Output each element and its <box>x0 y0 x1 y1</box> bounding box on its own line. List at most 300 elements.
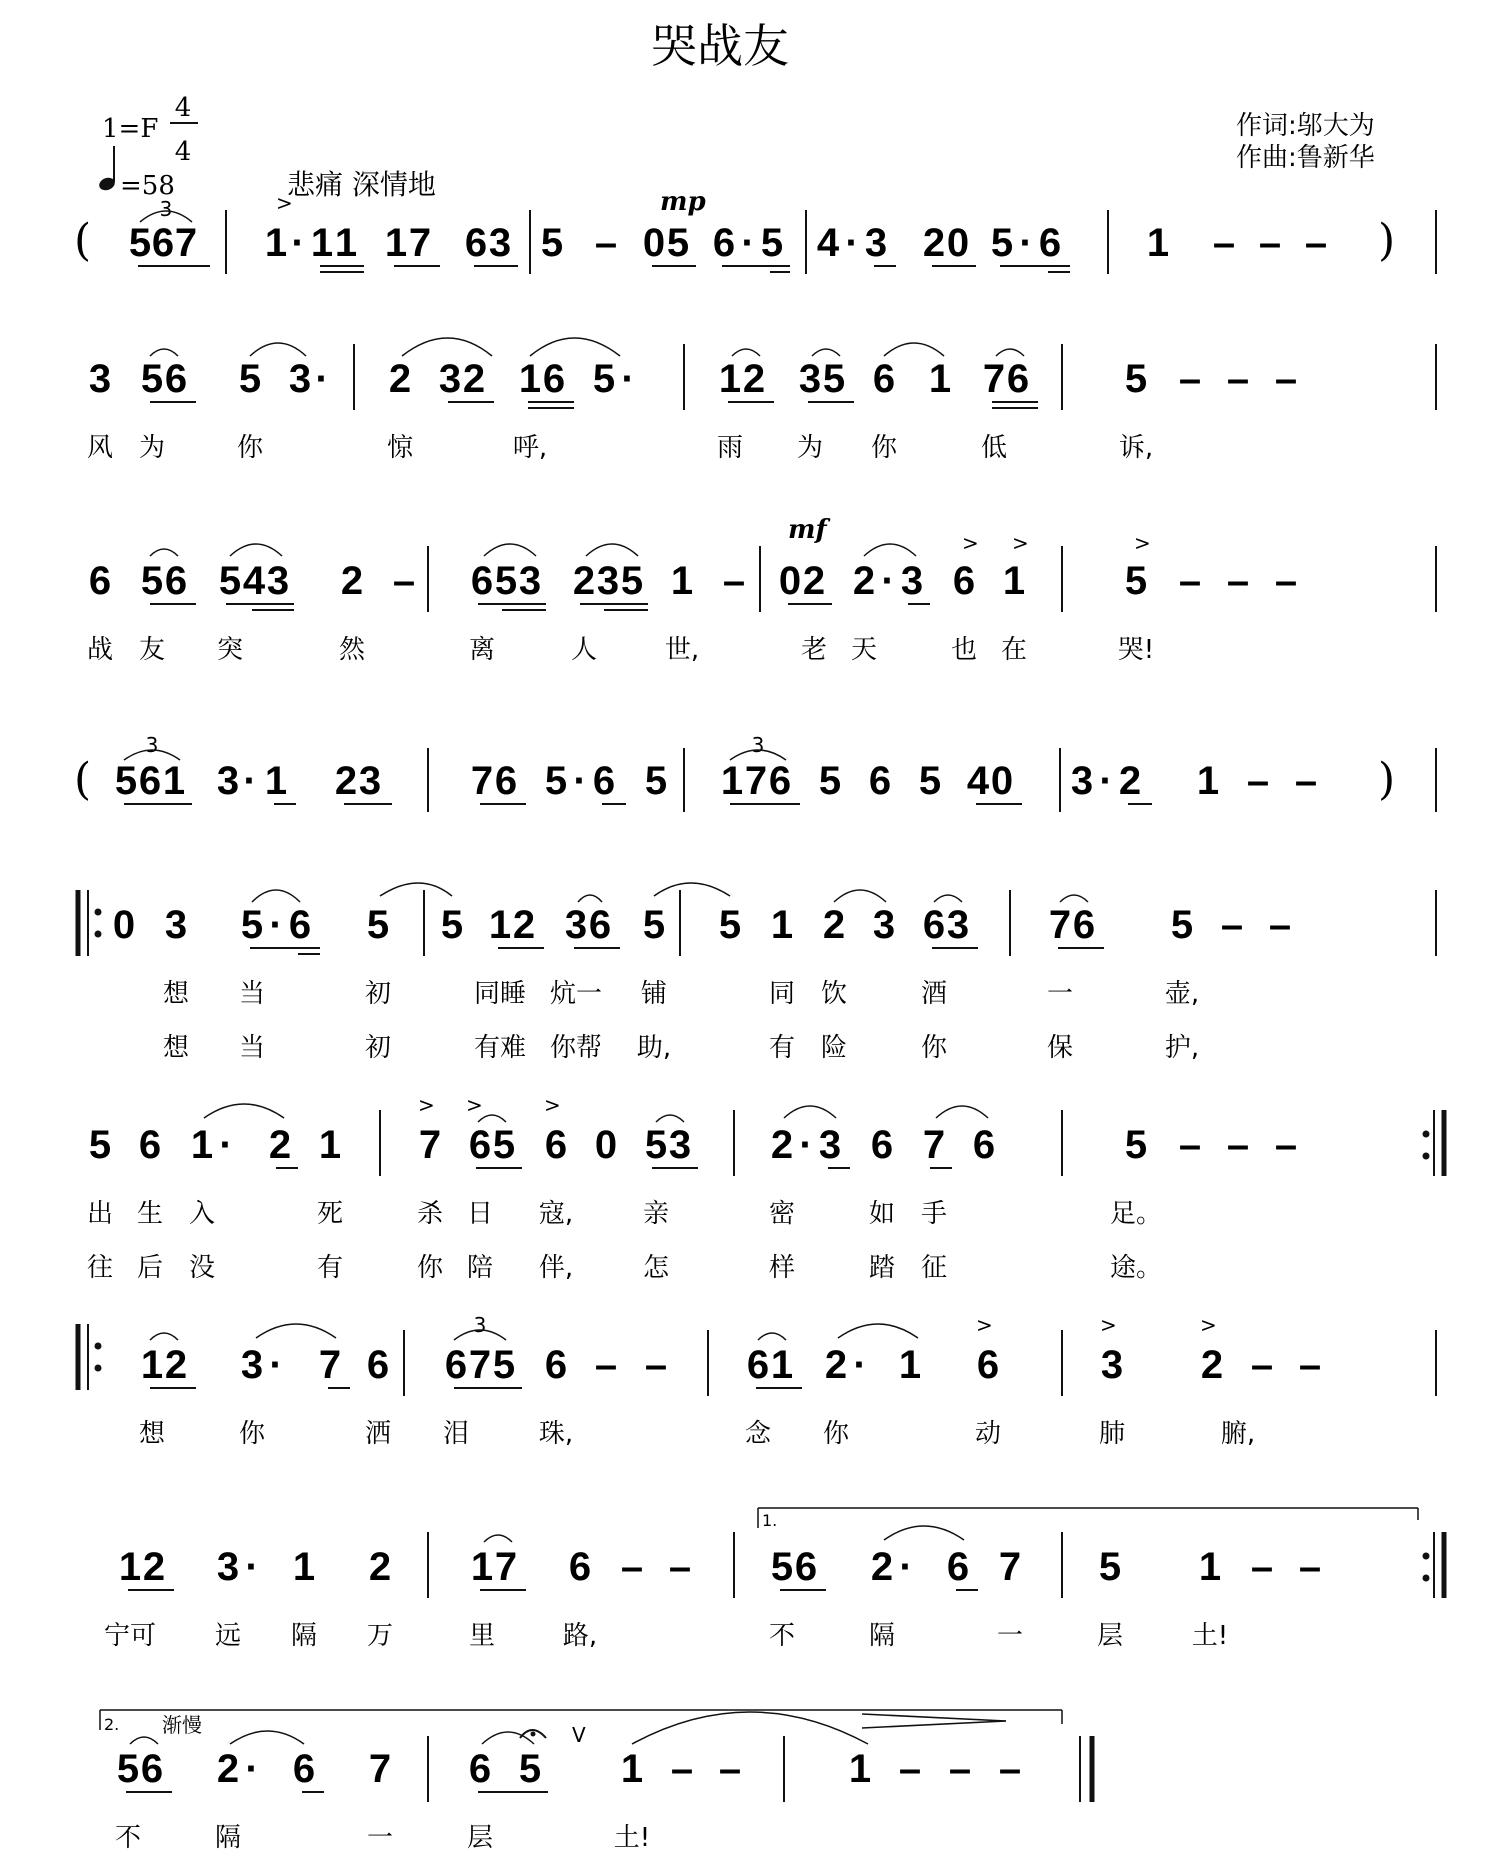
jianpu-note: 6 <box>542 357 566 401</box>
score-line-2 <box>87 338 1436 463</box>
jianpu-note: 3 <box>216 1545 240 1589</box>
jianpu-note: 2 <box>922 221 946 265</box>
jianpu-note: 1 <box>334 221 358 265</box>
lyric-syllable: 不 <box>768 1621 796 1651</box>
lyric-syllable: 样 <box>768 1253 796 1283</box>
jianpu-note: 6 <box>922 903 946 947</box>
slur <box>484 544 536 556</box>
jianpu-note: 7 <box>922 1123 946 1167</box>
jianpu-note: – <box>392 559 416 603</box>
triplet-mark: 3 <box>145 733 159 757</box>
slur <box>250 343 306 356</box>
slur <box>230 544 282 556</box>
jianpu-note: 7 <box>418 1123 442 1167</box>
slur <box>834 890 886 902</box>
jianpu-note: 6 <box>544 1123 568 1167</box>
lyric-syllable: 护, <box>1164 1033 1200 1063</box>
lyric-syllable: 雨 <box>716 433 744 463</box>
slur <box>150 1333 178 1340</box>
lyric-syllable: 后 <box>136 1253 164 1283</box>
jianpu-note: · <box>881 559 895 603</box>
lyric-syllable: 腑, <box>1220 1419 1256 1449</box>
jianpu-note: 5 <box>128 221 152 265</box>
slur <box>884 1526 964 1540</box>
lyric-syllable: 土! <box>613 1823 651 1853</box>
jianpu-note: 1 <box>140 1343 164 1387</box>
jianpu-note: 5 <box>240 903 264 947</box>
jianpu-note: 2 <box>368 1545 392 1589</box>
lyric-syllable: 路, <box>562 1621 598 1651</box>
lyric-syllable: 念 <box>744 1419 772 1449</box>
accent-mark: > <box>466 1093 483 1117</box>
jianpu-note: 7 <box>368 1747 392 1791</box>
lyric-syllable: 足。 <box>1109 1199 1163 1229</box>
slur <box>934 895 962 902</box>
slur <box>1060 895 1088 902</box>
lyric-syllable: 踏 <box>868 1253 896 1283</box>
repeat-end-sign <box>1423 1532 1445 1598</box>
lyric-syllable: 同睡 <box>473 979 527 1009</box>
slur <box>150 549 178 556</box>
jianpu-note: – <box>1298 1545 1322 1589</box>
accent-mark: > <box>544 1093 561 1117</box>
slur <box>864 544 916 556</box>
jianpu-note: 6 <box>366 1343 390 1387</box>
jianpu-note: 1 <box>518 357 542 401</box>
slur <box>936 1106 988 1118</box>
jianpu-note: – <box>1268 903 1292 947</box>
jianpu-note: 6 <box>88 559 112 603</box>
lyric-syllable: 你 <box>920 1033 948 1063</box>
jianpu-note: – <box>670 1747 694 1791</box>
lyric-syllable: 当 <box>238 979 266 1009</box>
jianpu-note: – <box>1298 1343 1322 1387</box>
jianpu-note: 6 <box>976 1343 1000 1387</box>
jianpu-note: – <box>1304 221 1328 265</box>
score-line-5 <box>78 883 1436 1063</box>
jianpu-note: 0 <box>594 1123 618 1167</box>
jianpu-note: 3 <box>946 903 970 947</box>
jianpu-note: 5 <box>1098 1545 1122 1589</box>
jianpu-note: 3 <box>872 903 896 947</box>
lyric-syllable: 泪 <box>442 1419 470 1449</box>
jianpu-note: 5 <box>1124 559 1148 603</box>
jianpu-note: 6 <box>568 1545 592 1589</box>
jianpu-note: 4 <box>816 221 840 265</box>
jianpu-note: 3 <box>88 357 112 401</box>
jianpu-note: 1 <box>264 759 288 803</box>
jianpu-note: – <box>594 221 618 265</box>
jianpu-note: – <box>948 1747 972 1791</box>
slur <box>482 1732 534 1744</box>
jianpu-note: 1 <box>190 1123 214 1167</box>
jianpu-note: 6 <box>164 559 188 603</box>
jianpu-note: 3 <box>164 903 188 947</box>
jianpu-note: 7 <box>744 759 768 803</box>
lyric-syllable: 肺 <box>1098 1419 1126 1449</box>
lyric-syllable: 层 <box>1096 1621 1124 1651</box>
jianpu-note: 3 <box>818 1123 842 1167</box>
score-line-1 <box>74 187 1436 274</box>
lyric-syllable: 洒 <box>364 1419 392 1449</box>
jianpu-note: · <box>291 221 305 265</box>
jianpu-note: 5 <box>440 903 464 947</box>
jianpu-note: – <box>594 1343 618 1387</box>
jianpu-note: – <box>1226 559 1250 603</box>
triplet-mark: 3 <box>473 1313 487 1337</box>
slur <box>654 883 730 896</box>
jianpu-note: 1 <box>770 1343 794 1387</box>
jianpu-note: · <box>315 357 329 401</box>
lyric-syllable: 杀 <box>416 1199 444 1229</box>
jianpu-note: 5 <box>494 559 518 603</box>
close-paren: ) <box>1378 754 1396 805</box>
time-signature-bottom: 4 <box>174 137 192 167</box>
jianpu-note: – <box>1274 1123 1298 1167</box>
lyric-syllable: 老 <box>800 635 828 665</box>
jianpu-note: 6 <box>768 759 792 803</box>
jianpu-note: 5 <box>540 221 564 265</box>
key-signature: 1=F <box>102 114 159 144</box>
jianpu-note: – <box>722 559 746 603</box>
jianpu-note: 5 <box>1124 357 1148 401</box>
jianpu-note: 2 <box>388 357 412 401</box>
jianpu-note: – <box>1294 759 1318 803</box>
breath-mark: V <box>572 1723 586 1747</box>
jianpu-note: 1 <box>1198 1545 1222 1589</box>
jianpu-note: · <box>245 1545 259 1589</box>
jianpu-note: 6 <box>444 1343 468 1387</box>
jianpu-note: 7 <box>982 357 1006 401</box>
lyric-syllable: 在 <box>1000 635 1028 665</box>
lyric-syllable: 珠, <box>538 1419 574 1449</box>
jianpu-note: 7 <box>408 221 432 265</box>
jianpu-note: 3 <box>488 221 512 265</box>
jianpu-note: 1 <box>770 903 794 947</box>
jianpu-note: 1 <box>162 759 186 803</box>
lyric-syllable: 你帮 <box>549 1033 603 1063</box>
jianpu-note: · <box>245 1747 259 1791</box>
slur <box>732 349 760 356</box>
jianpu-note: 2 <box>742 357 766 401</box>
lyric-syllable: 然 <box>338 635 366 665</box>
jianpu-note: 5 <box>140 357 164 401</box>
lyric-syllable: 日 <box>466 1199 494 1229</box>
jianpu-note: 2 <box>268 1123 292 1167</box>
jianpu-note: – <box>1226 357 1250 401</box>
slur <box>484 1535 512 1542</box>
time-signature-top: 4 <box>174 93 192 123</box>
jianpu-note: 1 <box>1146 221 1170 265</box>
jianpu-note: 5 <box>1124 1123 1148 1167</box>
slur <box>812 349 840 356</box>
jianpu-note: 2 <box>572 559 596 603</box>
jianpu-note: 5 <box>366 903 390 947</box>
jianpu-note: 2 <box>512 903 536 947</box>
jianpu-note: – <box>644 1343 668 1387</box>
jianpu-note: 3 <box>564 903 588 947</box>
lyric-syllable: 你 <box>822 1419 850 1449</box>
jianpu-note: 7 <box>318 1343 342 1387</box>
jianpu-note: – <box>718 1747 742 1791</box>
jianpu-note: · <box>853 1343 867 1387</box>
lyric-syllable: 你 <box>870 433 898 463</box>
jianpu-note: 6 <box>952 559 976 603</box>
jianpu-note: 5 <box>644 1123 668 1167</box>
lyric-syllable: 友 <box>138 635 166 665</box>
jianpu-note: 5 <box>770 1545 794 1589</box>
jianpu-note: 2 <box>1118 759 1142 803</box>
slur <box>996 349 1024 356</box>
jianpu-note: 6 <box>592 759 616 803</box>
accent-mark: > <box>276 191 293 215</box>
jianpu-note: 1 <box>318 1123 342 1167</box>
jianpu-note: 7 <box>468 1343 492 1387</box>
composer-credit: 作曲:鲁新华 <box>1236 143 1375 173</box>
jianpu-note: 4 <box>242 559 266 603</box>
jianpu-note: 2 <box>142 1545 166 1589</box>
lyric-syllable: 想 <box>162 979 190 1009</box>
lyric-syllable: 风 <box>86 433 114 463</box>
lyric-syllable: 壶, <box>1164 979 1200 1009</box>
lyric-syllable: 远 <box>214 1621 242 1651</box>
close-paren: ) <box>1378 215 1396 266</box>
jianpu-note: 6 <box>588 903 612 947</box>
jianpu-note: 5 <box>918 759 942 803</box>
jianpu-note: 6 <box>151 221 175 265</box>
jianpu-note: · <box>1099 759 1113 803</box>
lyric-syllable: 突 <box>216 635 244 665</box>
jianpu-note: 5 <box>114 759 138 803</box>
lyric-syllable: 初 <box>364 979 392 1009</box>
lyric-syllable: 为 <box>796 433 824 463</box>
accent-mark: > <box>1012 531 1029 555</box>
lyric-syllable: 隔 <box>214 1823 242 1853</box>
jianpu-note: – <box>1178 559 1202 603</box>
jianpu-note: 7 <box>470 759 494 803</box>
jianpu-note: 6 <box>494 759 518 803</box>
lyric-syllable: 天 <box>850 635 878 665</box>
jianpu-note: 2 <box>216 1747 240 1791</box>
jianpu-note: 1 <box>1002 559 1026 603</box>
song-title: 哭战友 <box>651 19 789 73</box>
jianpu-note: 5 <box>1170 903 1194 947</box>
jianpu-note: 6 <box>140 1747 164 1791</box>
jianpu-note: 0 <box>946 221 970 265</box>
lyric-syllable: 酒 <box>920 979 948 1009</box>
jianpu-note: 6 <box>1038 221 1062 265</box>
lyric-syllable: 如 <box>868 1199 896 1229</box>
jianpu-note: 2 <box>164 1343 188 1387</box>
lyric-syllable: 助, <box>636 1033 672 1063</box>
jianpu-note: · <box>219 1123 233 1167</box>
lyric-syllable: 险 <box>820 1033 848 1063</box>
jianpu-note: – <box>1274 357 1298 401</box>
lyric-syllable: 铺 <box>640 979 668 1009</box>
jianpu-note: 2 <box>822 903 846 947</box>
lyric-syllable: 战 <box>86 635 114 665</box>
lyric-syllable: 炕一 <box>549 979 603 1009</box>
lyric-syllable: 没 <box>188 1253 216 1283</box>
lyric-syllable: 饮 <box>820 979 848 1009</box>
jianpu-note: 1 <box>310 221 334 265</box>
jianpu-note: 5 <box>822 357 846 401</box>
open-paren: ( <box>74 215 92 266</box>
lyric-syllable: 你 <box>236 433 264 463</box>
jianpu-note: 1 <box>620 1747 644 1791</box>
lyric-syllable: 人 <box>570 635 598 665</box>
jianpu-note: 5 <box>620 559 644 603</box>
jianpu-note: 6 <box>138 759 162 803</box>
quarter-note-icon <box>97 146 116 192</box>
lyric-syllable: 里 <box>468 1621 496 1651</box>
lyric-syllable: 征 <box>920 1253 948 1283</box>
jianpu-note: 3 <box>358 759 382 803</box>
slur <box>758 1333 786 1340</box>
jianpu-note: 5 <box>592 357 616 401</box>
jianpu-note: · <box>243 759 257 803</box>
lyric-syllable: 哭! <box>1117 635 1155 665</box>
lyric-syllable: 呼, <box>512 433 548 463</box>
jianpu-note: – <box>1250 1343 1274 1387</box>
lyric-syllable: 万 <box>366 1621 394 1651</box>
jianpu-note: – <box>1226 1123 1250 1167</box>
lyric-syllable: 也 <box>950 635 978 665</box>
jianpu-note: 6 <box>468 1747 492 1791</box>
slur <box>884 343 944 356</box>
lyricist-credit: 作词:邬大为 <box>1236 111 1375 141</box>
jianpu-note: – <box>1246 759 1270 803</box>
jianpu-note: 1 <box>1196 759 1220 803</box>
repeat-start-sign <box>78 890 102 956</box>
jianpu-note: 2 <box>802 559 826 603</box>
jianpu-note: – <box>1274 559 1298 603</box>
jianpu-note: · <box>573 759 587 803</box>
lyric-syllable: 怎 <box>642 1253 670 1283</box>
jianpu-note: · <box>269 903 283 947</box>
accent-mark: > <box>418 1093 435 1117</box>
repeat-end-sign <box>1423 1110 1445 1176</box>
jianpu-note: – <box>1220 903 1244 947</box>
slur <box>204 1104 284 1118</box>
repeat-start-sign <box>78 1324 102 1390</box>
jianpu-note: 3 <box>288 357 312 401</box>
jianpu-note: 5 <box>718 903 742 947</box>
lyric-syllable: 手 <box>920 1199 948 1229</box>
lyric-syllable: 一 <box>1046 979 1074 1009</box>
jianpu-note: 2 <box>824 1343 848 1387</box>
decrescendo-hairpin <box>862 1714 1006 1728</box>
jianpu-note: 5 <box>238 357 262 401</box>
jianpu-note: 5 <box>644 759 668 803</box>
jianpu-note: 6 <box>868 759 892 803</box>
jianpu-note: 0 <box>990 759 1014 803</box>
jianpu-note: 2 <box>462 357 486 401</box>
score-line-6 <box>87 1093 1444 1283</box>
jianpu-note: 6 <box>746 1343 770 1387</box>
slur <box>380 883 452 896</box>
jianpu-note: 7 <box>998 1545 1022 1589</box>
jianpu-note: 7 <box>1048 903 1072 947</box>
jianpu-note: 1 <box>264 221 288 265</box>
accent-mark: > <box>1100 1313 1117 1337</box>
slur <box>656 1115 684 1122</box>
lyric-syllable: 隔 <box>290 1621 318 1651</box>
jianpu-note: – <box>1178 357 1202 401</box>
jianpu-note: 0 <box>642 221 666 265</box>
jianpu-note: 6 <box>946 1545 970 1589</box>
lyric-syllable: 出 <box>86 1199 114 1229</box>
dynamic-mp: mp <box>660 187 706 217</box>
lyric-syllable: 一 <box>366 1823 394 1853</box>
lyric-syllable: 密 <box>768 1199 796 1229</box>
tempo-mark: =58 <box>120 171 175 201</box>
jianpu-note: 3 <box>900 559 924 603</box>
jianpu-note: 6 <box>464 221 488 265</box>
jianpu-note: 6 <box>794 1545 818 1589</box>
jianpu-note: – <box>898 1747 922 1791</box>
jianpu-note: 3 <box>864 221 888 265</box>
jianpu-note: – <box>998 1747 1022 1791</box>
jianpu-note: · <box>741 221 755 265</box>
jianpu-note: · <box>799 1123 813 1167</box>
jianpu-note: 5 <box>218 559 242 603</box>
volta-2-label: 2. <box>104 1715 120 1734</box>
accent-mark: > <box>1200 1313 1217 1337</box>
jianpu-note: 1 <box>470 1545 494 1589</box>
tie <box>632 1712 868 1744</box>
jianpu-note: – <box>620 1545 644 1589</box>
jianpu-note: 6 <box>288 903 312 947</box>
lyric-syllable: 同 <box>768 979 796 1009</box>
volta-1-label: 1. <box>762 1511 778 1530</box>
jianpu-note: 3 <box>596 559 620 603</box>
jianpu-note: 6 <box>292 1747 316 1791</box>
lyric-syllable: 隔 <box>868 1621 896 1651</box>
lyric-syllable: 陪 <box>466 1253 494 1283</box>
score-line-9 <box>100 1710 1092 1853</box>
lyric-syllable: 一 <box>996 1621 1024 1651</box>
lyric-syllable: 想 <box>138 1419 166 1449</box>
jianpu-note: 5 <box>642 903 666 947</box>
jianpu-note: 1 <box>118 1545 142 1589</box>
jianpu-note: – <box>1250 1545 1274 1589</box>
lyric-syllable: 想 <box>162 1033 190 1063</box>
lyric-syllable: 有 <box>768 1033 796 1063</box>
score-line-3 <box>87 515 1436 665</box>
jianpu-note: 2 <box>340 559 364 603</box>
score-line-4 <box>74 733 1436 812</box>
slur <box>402 338 492 356</box>
slur <box>150 349 178 356</box>
jianpu-note: 1 <box>292 1545 316 1589</box>
jianpu-note: 6 <box>544 1343 568 1387</box>
jianpu-note: 6 <box>164 357 188 401</box>
jianpu-note: 5 <box>88 1123 112 1167</box>
jianpu-note: 4 <box>966 759 990 803</box>
jianpu-note: · <box>269 1343 283 1387</box>
score-line-8 <box>104 1508 1444 1651</box>
lyric-syllable: 离 <box>468 635 496 665</box>
slur <box>130 1737 158 1744</box>
jianpu-note: 1 <box>928 357 952 401</box>
jianpu-note: 1 <box>718 357 742 401</box>
jianpu-note: 6 <box>872 357 896 401</box>
jianpu-note: 5 <box>518 1747 542 1791</box>
jianpu-note: 6 <box>972 1123 996 1167</box>
jianpu-note: 3 <box>1070 759 1094 803</box>
jianpu-note: 5 <box>760 221 784 265</box>
